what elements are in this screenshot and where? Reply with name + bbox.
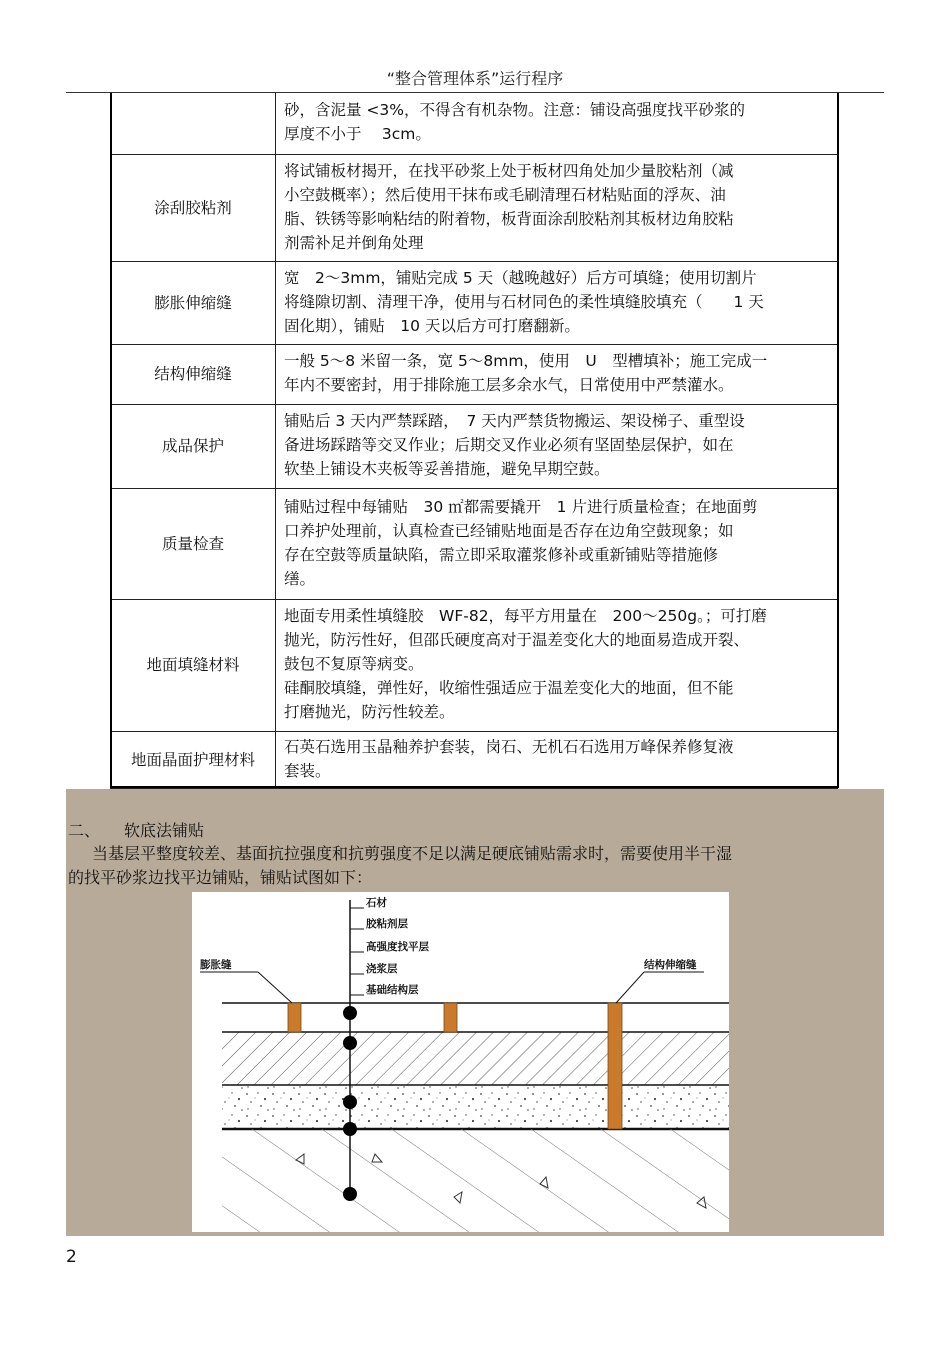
content-line: 厚度不小于 3cm。 bbox=[284, 125, 431, 144]
row-label: 膨胀伸缩缝 bbox=[111, 261, 276, 344]
content-line: 石英石选用玉晶釉养护套装，岗石、无机石石选用万峰保养修复液 bbox=[284, 737, 734, 756]
row-content bbox=[276, 488, 838, 599]
row-content bbox=[276, 404, 838, 488]
construction-spec-table bbox=[110, 93, 838, 789]
leader-dot bbox=[343, 1006, 357, 1020]
table-bottom-border bbox=[110, 786, 839, 788]
content-line: 剂需补足并倒角处理 bbox=[284, 233, 424, 252]
content-line: 小空鼓概率）；然后使用干抹布或毛刷清理石材粘贴面的浮灰、油 bbox=[284, 185, 726, 204]
content-line: 口养护处理前，认真检查已经铺贴地面是否存在边角空鼓现象；如 bbox=[284, 521, 734, 540]
document-header-title: “整合管理体系”运行程序 bbox=[386, 69, 564, 88]
layer-label: 浇浆层 bbox=[366, 963, 398, 975]
layer-label: 石材 bbox=[366, 897, 387, 909]
table-row bbox=[111, 404, 838, 488]
floor-layer-diagram bbox=[192, 892, 729, 1232]
row-label: 结构伸缩缝 bbox=[111, 344, 276, 404]
layer-label: 基础结构层 bbox=[366, 984, 419, 996]
content-line: 铺贴后 3 天内严禁踩踏， 7 天内严禁货物搬运、架设梯子、重型设 bbox=[284, 412, 745, 430]
row-content bbox=[276, 93, 838, 154]
content-line: 硅酮胶填缝，弹性好，收缩性强适应于温差变化大的地面，但不能 bbox=[284, 679, 734, 697]
leveling-layer bbox=[222, 1032, 729, 1085]
table-row bbox=[111, 93, 838, 154]
grout-layer bbox=[222, 1085, 729, 1129]
row-label: 地面填缝材料 bbox=[111, 599, 276, 731]
leader-dot bbox=[343, 1187, 357, 1201]
content-line: 脂、铁锈等影响粘结的附着物，板背面涂刮胶粘剂其板材边角胶粘 bbox=[284, 209, 734, 228]
content-line: 年内不要密封，用于排除施工层多余水气，日常使用中严禁灌水。 bbox=[284, 376, 734, 394]
section-paragraph-line: 当基层平整度较差、基面抗拉强度和抗剪强度不足以满足硬底铺贴需求时，需要使用半干湿 bbox=[92, 844, 733, 863]
section-heading bbox=[68, 818, 204, 841]
content-line: 软垫上铺设木夹板等妥善措施，避免早期空鼓。 bbox=[284, 460, 610, 478]
table-row bbox=[111, 261, 838, 344]
content-line: 抛光，防污性好，但邵氏硬度高对于温差变化大的地面易造成开裂、 bbox=[284, 631, 750, 649]
content-line: 缮。 bbox=[284, 569, 316, 588]
row-label: 涂刮胶粘剂 bbox=[111, 154, 276, 261]
expansion-joint-label: 膨胀缝 bbox=[200, 959, 232, 971]
row-content bbox=[276, 344, 838, 404]
expansion-joint bbox=[288, 1003, 301, 1032]
content-line: 将试铺板材揭开，在找平砂浆上处于板材四角处加少量胶粘剂（减 bbox=[284, 161, 734, 180]
table-row bbox=[111, 488, 838, 599]
row-label: 质量检查 bbox=[111, 488, 276, 599]
table-row bbox=[111, 599, 838, 731]
table-row bbox=[111, 344, 838, 404]
leader-dot bbox=[343, 1095, 357, 1109]
row-label: 地面晶面护理材料 bbox=[111, 731, 276, 788]
table-left-border bbox=[110, 93, 112, 787]
row-content bbox=[276, 154, 838, 261]
section-paragraph-line: 的找平砂浆边找平边铺贴，铺贴试图如下： bbox=[68, 868, 373, 887]
section-number: 二、 bbox=[68, 821, 101, 840]
content-line: 铺贴过程中每铺贴 30 ㎡都需要撬开 1 片进行质量检查；在地面剪 bbox=[284, 497, 758, 516]
expansion-joint bbox=[444, 1003, 457, 1032]
table-row bbox=[111, 731, 838, 788]
content-line: 鼓包不复原等病变。 bbox=[284, 655, 424, 673]
content-line: 宽 2～3mm，铺贴完成 5 天（越晚越好）后方可填缝；使用切割片 bbox=[284, 268, 757, 287]
leader-dot bbox=[343, 1122, 357, 1136]
layer-label: 高强度找平层 bbox=[366, 941, 429, 953]
layer-label: 胶粘剂层 bbox=[366, 918, 408, 930]
structural-joint-label: 结构伸缩缝 bbox=[644, 959, 697, 971]
structural-joint bbox=[608, 1003, 622, 1129]
content-line: 备进场踩踏等交叉作业；后期交叉作业必须有坚固垫层保护，如在 bbox=[284, 436, 734, 454]
content-line: 地面专用柔性填缝胶 WF-82，每平方用量在 200～250g。；可打磨 bbox=[284, 607, 767, 625]
content-line: 砂，含泥量 <3%，不得含有机杂物。注意：铺设高强度找平砂浆的 bbox=[284, 101, 746, 120]
leader-dot bbox=[343, 1036, 357, 1050]
row-label bbox=[111, 93, 276, 154]
content-line: 将缝隙切割、清理干净，使用与石材同色的柔性填缝胶填充（ 1 天 bbox=[284, 292, 764, 311]
content-line: 打磨抛光，防污性较差。 bbox=[284, 703, 455, 721]
row-content bbox=[276, 261, 838, 344]
section-title: 软底法铺贴 bbox=[124, 821, 205, 840]
row-content bbox=[276, 731, 838, 788]
content-line: 固化期），铺贴 10 天以后方可打磨翻新。 bbox=[284, 316, 580, 335]
row-content bbox=[276, 599, 838, 731]
table-right-border bbox=[837, 93, 839, 787]
content-line: 一般 5～8 米留一条，宽 5～8mm，使用 U 型槽填补；施工完成一 bbox=[284, 352, 768, 370]
row-label: 成品保护 bbox=[111, 404, 276, 488]
table-row bbox=[111, 154, 838, 261]
page-number: 2 bbox=[66, 1247, 77, 1267]
content-line: 存在空鼓等质量缺陷，需立即采取灌浆修补或重新铺贴等措施修 bbox=[284, 545, 719, 564]
base-structure-layer bbox=[222, 1129, 729, 1232]
content-line: 套装。 bbox=[284, 761, 331, 780]
